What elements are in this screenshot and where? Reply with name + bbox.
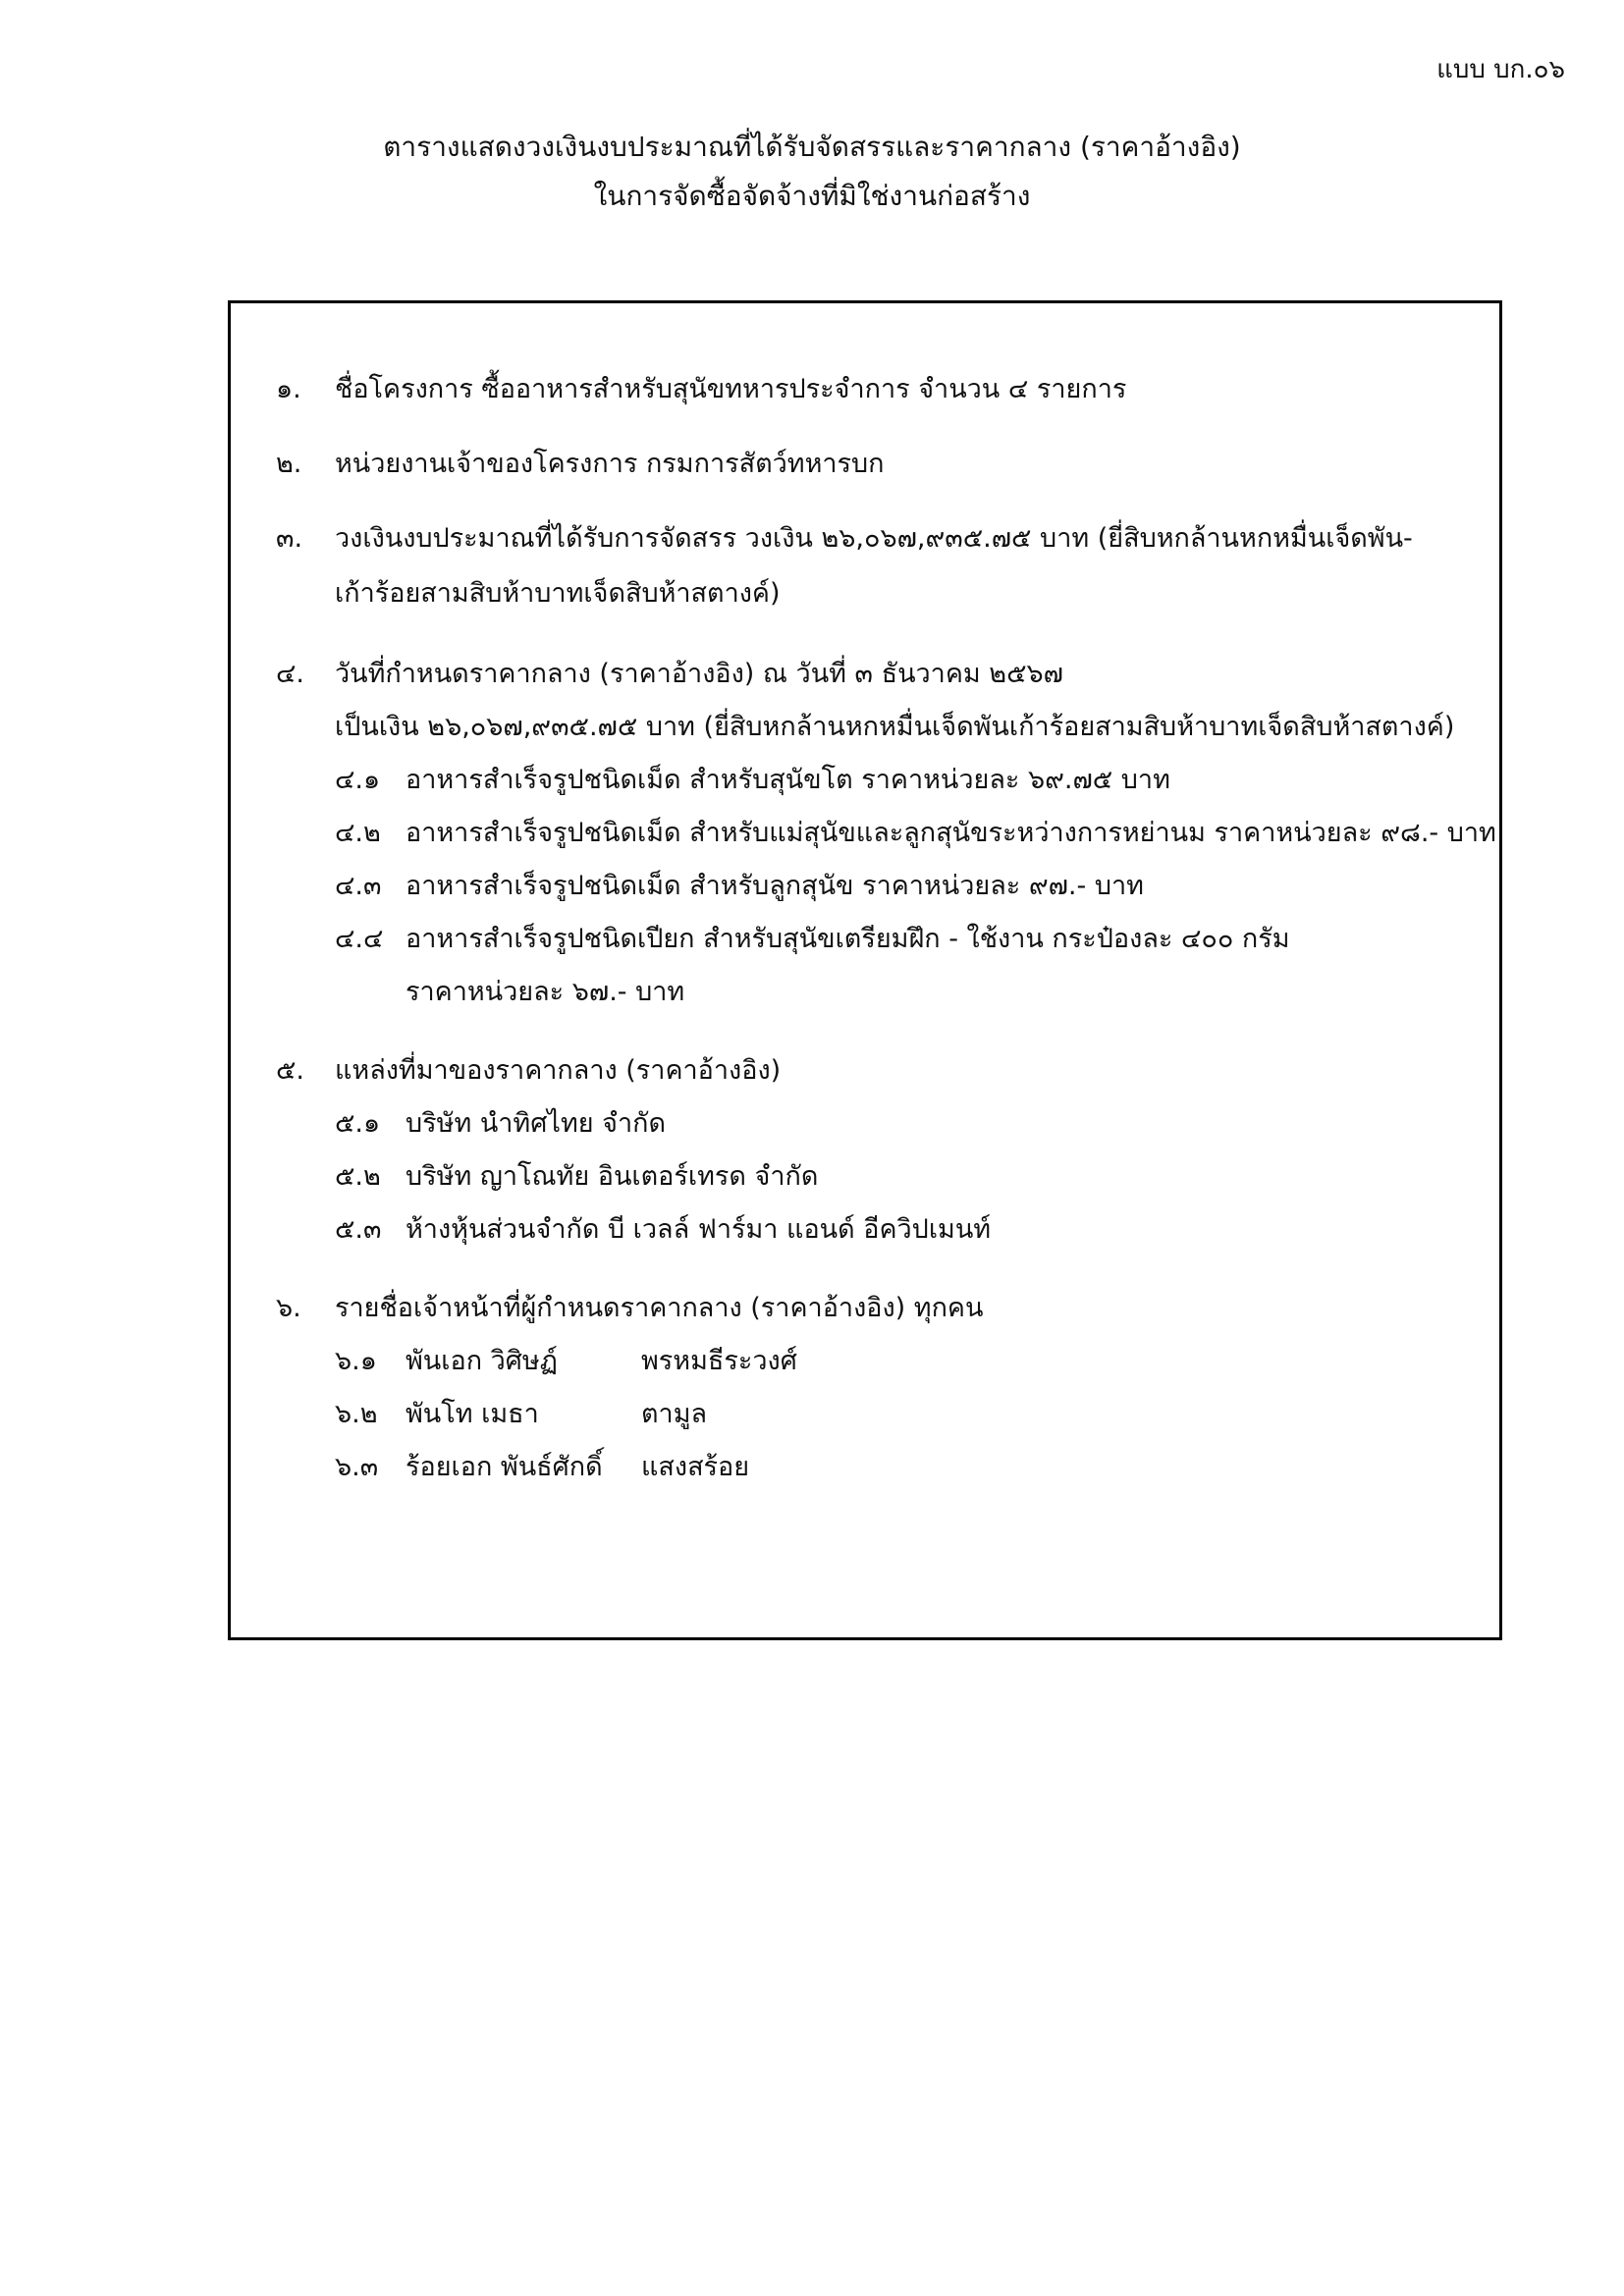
sub-item-text: อาหารสำเร็จรูปชนิดเปียก สำหรับสุนัขเตรียมฝึก - ใช้งาน กระป๋องละ ๔๐๐ กรัม (406, 924, 1290, 954)
source-item-5-1 (335, 1101, 667, 1144)
person-surname: ตามูล (641, 1399, 708, 1429)
section-number: ๖. (276, 1293, 301, 1323)
sub-item-number: ๕.๓ (335, 1214, 382, 1245)
sub-item-number: ๔.๓ (335, 871, 382, 901)
section-number: ๔. (276, 659, 305, 689)
section-text: หน่วยงานเจ้าของโครงการ กรมการสัตว์ทหารบก (335, 449, 885, 479)
section-4-amount: เป็นเงิน ๒๖,๐๖๗,๙๓๕.๗๕ บาท (ยี่สิบหกล้านหกหมื่นเจ็ดพันเก้าร้อยสามสิบห้าบาทเจ็ดสิบห้าสตางค์) (335, 712, 1455, 742)
section-number: ๕. (276, 1055, 305, 1086)
sub-item-number: ๔.๔ (335, 924, 384, 954)
source-item-5-2 (335, 1154, 819, 1197)
title-line-1: ตารางแสดงวงเงินงบประมาณที่ได้รับจัดสรรและราคากลาง (ราคาอ้างอิง) (383, 131, 1241, 163)
section-text: วงเงินงบประมาณที่ได้รับการจัดสรร วงเงิน ๒๖,๐๖๗,๙๓๕.๗๕ บาท (ยี่สิบหกล้านหกหมื่นเจ็ดพัน- (335, 523, 1413, 554)
person-6-1 (335, 1339, 797, 1381)
sub-item-number: ๔.๑ (335, 765, 381, 795)
form-code: แบบ บก.๐๖ (1436, 55, 1565, 84)
title-line-2: ในการจัดซื้อจัดจ้างที่มิใช่งานก่อสร้าง (593, 180, 1031, 212)
source-item-5-3 (335, 1207, 992, 1250)
sub-item-text: อาหารสำเร็จรูปชนิดเม็ด สำหรับลูกสุนัข ราคาหน่วยละ ๙๗.- บาท (406, 871, 1144, 901)
section-3 (276, 516, 1413, 559)
sub-item-number: ๕.๑ (335, 1108, 381, 1139)
sub-item-4-3 (335, 864, 1144, 906)
person-name: ร้อยเอก พันธ์ศักดิ์ (406, 1452, 603, 1482)
section-text: รายชื่อเจ้าหน้าที่ผู้กำหนดราคากลาง (ราคาอ้างอิง) ทุกคน (335, 1293, 984, 1323)
sub-item-4-1 (335, 758, 1170, 800)
section-2 (276, 442, 885, 484)
section-1 (276, 367, 1126, 409)
person-surname: แสงสร้อย (641, 1452, 750, 1482)
sub-item-text: ห้างหุ้นส่วนจำกัด บี เวลล์ ฟาร์มา แอนด์ อีควิปเมนท์ (406, 1214, 992, 1245)
person-surname: พรหมธีระวงศ์ (641, 1346, 797, 1376)
sub-item-text: บริษัท นำทิศไทย จำกัด (406, 1108, 667, 1139)
person-6-2 (335, 1392, 708, 1434)
sub-item-text: บริษัท ญาโณทัย อินเตอร์เทรด จำกัด (406, 1161, 819, 1192)
section-number: ๑. (276, 374, 301, 404)
section-6 (276, 1286, 983, 1328)
sub-item-4-4 (335, 917, 1290, 959)
section-4 (276, 652, 1063, 694)
document-title (0, 123, 1624, 221)
content-box (228, 300, 1502, 1640)
sub-item-4-2 (335, 811, 1496, 853)
section-3-continued: เก้าร้อยสามสิบห้าบาทเจ็ดสิบห้าสตางค์) (335, 578, 781, 609)
sub-item-text: อาหารสำเร็จรูปชนิดเม็ด สำหรับสุนัขโต ราคาหน่วยละ ๖๙.๗๕ บาท (406, 765, 1170, 795)
sub-item-number: ๖.๓ (335, 1452, 379, 1482)
sub-item-text: อาหารสำเร็จรูปชนิดเม็ด สำหรับแม่สุนัขและลูกสุนัขระหว่างการหย่านม ราคาหน่วยละ ๙๘.- บาท (406, 818, 1496, 848)
section-text: วันที่กำหนดราคากลาง (ราคาอ้างอิง) ณ วันที่ ๓ ธันวาคม ๒๕๖๗ (335, 659, 1063, 689)
person-name: พันเอก วิศิษฏ์ (406, 1346, 558, 1376)
section-number: ๒. (276, 449, 302, 479)
section-text: แหล่งที่มาของราคากลาง (ราคาอ้างอิง) (335, 1055, 782, 1086)
sub-item-number: ๖.๑ (335, 1346, 377, 1376)
section-text: ชื่อโครงการ ซื้ออาหารสำหรับสุนัขทหารประจำการ จำนวน ๔ รายการ (335, 374, 1127, 404)
sub-item-number: ๖.๒ (335, 1399, 378, 1429)
sub-item-number: ๔.๒ (335, 818, 381, 848)
section-5 (276, 1048, 781, 1091)
sub-item-number: ๕.๒ (335, 1161, 381, 1192)
person-6-3 (335, 1445, 750, 1487)
section-number: ๓. (276, 523, 303, 554)
person-name: พันโท เมธา (406, 1399, 539, 1429)
sub-item-4-4-continued: ราคาหน่วยละ ๖๗.- บาท (406, 977, 685, 1007)
